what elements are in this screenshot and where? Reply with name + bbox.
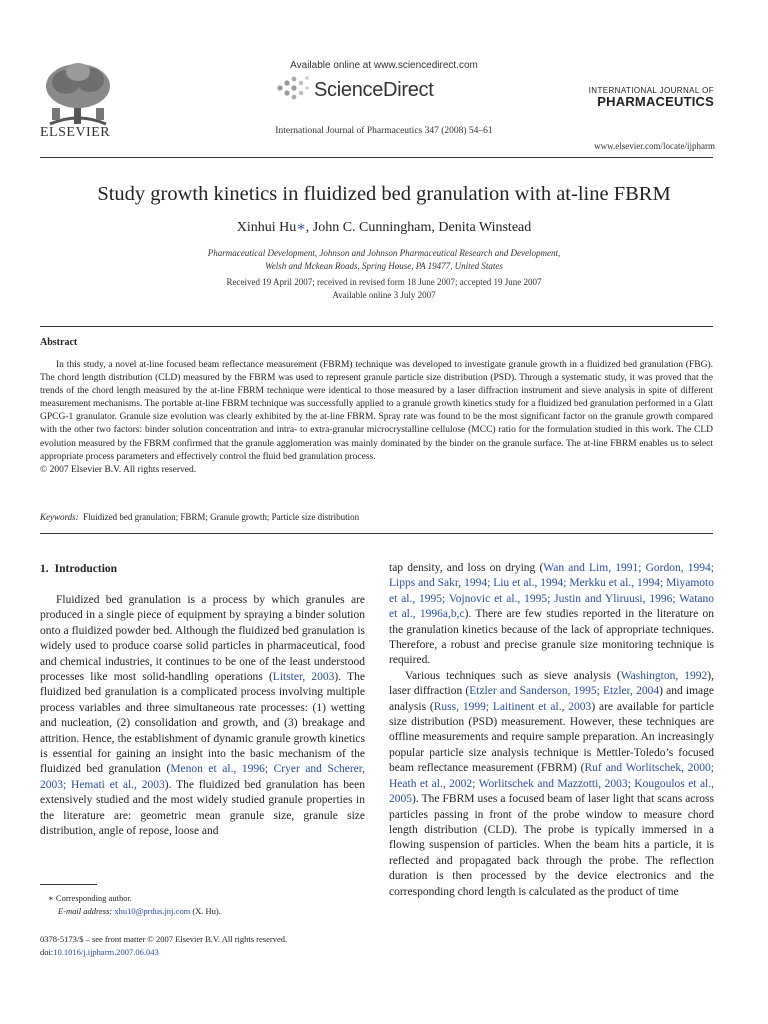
keywords [40, 512, 359, 522]
sciencedirect-dots-icon [272, 74, 312, 104]
footnote-rule [40, 884, 97, 885]
section-title: Introduction [54, 563, 118, 575]
footnote-mark: ∗ [48, 893, 54, 903]
citation-link[interactable]: Menon et al., 1996; Cryer and Scherer, 2003; Hemati et al., 2003 [40, 763, 365, 791]
left-column [40, 593, 365, 840]
text-run: ) and image analysis ( [389, 685, 714, 713]
keywords-label: Keywords: [40, 512, 79, 522]
header-rule [40, 157, 713, 158]
citation-link[interactable]: Ruf and Worlitschek, 2000; Heath et al., 2002; Worlitschek and Mazzotti, 2003; Kougoulos et al., 2005 [389, 762, 714, 806]
email-suffix: (X. Hu). [190, 906, 221, 916]
doi-label: doi: [40, 947, 54, 957]
doi-line [40, 947, 159, 957]
paragraph [389, 561, 714, 669]
affiliation-line: Pharmaceutical Development, Johnson and Johnson Pharmaceutical Research and Development, [207, 248, 561, 258]
citation-link[interactable]: Etzler and Sanderson, 1995; Etzler, 2004 [469, 685, 660, 698]
text-run: ). The FBRM uses a focused beam of laser light that scans across particles passing in front of the probe window to measure chord length distribution (CLD). The probe is typically immersed in a flowing suspension of particles. When the beam hits a particle, it is reflected and propagated back through the probe. The reflection duration is then processed by the device electronics and the corresponding chord length is calculated as the product of time [389, 793, 714, 898]
sciencedirect-name: ScienceDirect [314, 79, 434, 101]
text-run: Various techniques such as sieve analysis ( [405, 669, 621, 682]
paragraph [389, 669, 714, 900]
citation-link[interactable]: Wan and Lim, 1991; Gordon, 1994; Lipps and Sakr, 1994; Liu et al., 1994; Merkku et al., 1994; Miyamoto et al., 1995; Vojnovic et al., 1995; Justin and Yliruusi, 1996; Watano et al., 1996a,b,c [389, 562, 714, 621]
citation-link[interactable]: Washington, 1992 [620, 669, 708, 682]
author-list [0, 219, 768, 236]
abstract-bottom-rule [40, 533, 713, 534]
journal-url[interactable]: www.elsevier.com/locate/ijpharm [594, 141, 715, 151]
text-run: ) are available for particle size distribution (PSD) measurement. However, these techniques are offline measurements and require sample preparation. An increasingly popular particle size analysis technique is Mettler-Toledo’s focused beam reflectance measurement (FBRM) ( [389, 700, 714, 775]
abstract-body [40, 359, 713, 477]
abstract-heading: Abstract [40, 337, 78, 348]
sciencedirect-logo[interactable] [272, 74, 472, 104]
doi-link[interactable]: 10.1016/j.ijpharm.2007.06.043 [53, 947, 159, 957]
corresponding-author-note [48, 893, 132, 904]
available-online-text[interactable]: Available online at www.sciencedirect.com [290, 60, 478, 71]
footnote-text: Corresponding author. [55, 893, 132, 903]
text-run: tap density, and loss on drying ( [389, 562, 544, 574]
affiliation-line: Welsh and Mckean Roads, Spring House, PA 19477, United States [265, 261, 503, 271]
author-name: Xinhui Hu [236, 220, 297, 235]
keywords-list: Fluidized bed granulation; FBRM; Granule growth; Particle size distribution [83, 512, 360, 522]
citation-link[interactable]: Russ, 1999; Laitinent et al., 2003 [433, 700, 592, 713]
text-run: ). There are few studies reported in the literature on the granulation kinetics because of the lack of appropriate techniques. Therefore, a robust and precise granule size monitoring technique is required. [389, 608, 714, 667]
corresponding-author-mark[interactable]: ∗ [296, 220, 306, 235]
abstract-copyright: © 2007 Elsevier B.V. All rights reserved. [40, 464, 197, 475]
section-heading [40, 563, 117, 575]
abstract-text: In this study, a novel at-line focused beam reflectance measurement (FBRM) technique was developed to investigate granule growth in a fluidized bed granulation (FBG). The chord length distribution (CLD) measured by the FBRM was used to represent granule particle size distribution (PSD). Through a systematic study, it was proved that the trends of the chord length measured by the at-line FBRM technique were identical to those measured by a laser diffraction instrument and sieve analysis in spite of different measurement mechanisms. The portable at-line FBRM technique was successfully applied to a granule growth kinetics study for a fluidized bed granulation performed in a Glatt GPCG-1 granulator. Granule size evolution was clearly exhibited by the at-line FBRM. Spray rate was found to be the most significant factor on the granule growth compared with the other two factors: binder solution concentration and intra- to extra-granular microcrystalline cellulose (MCC) ratio for the formulation studied in this work. The CLD evolution measured by the FBRM confirmed that the granule agglomeration was mainly dominated by the binder on the granule surface. The at-line FBRM enables us to select appropriate process parameters and effectively control the fluid bed granulation process. [40, 360, 713, 462]
text-run: ), laser diffraction ( [389, 669, 715, 698]
text-run: ). The fluidized bed granulation is a complicated process involving multiple process variables and three simultaneous rate processes: (1) wetting and nucleation, (2) consolidation and growth, and (3) breakage and attrition. Hence, the establishment of dynamic granule growth kinetics is essential for gaining an insight into the basic mechanism of the fluidized bed granulation ( [40, 671, 365, 776]
publisher-name: ELSEVIER [40, 125, 111, 140]
journal-logo-line2: PHARMACEUTICS [597, 94, 714, 109]
journal-citation: International Journal of Pharmaceutics 347 (2008) 54–61 [275, 126, 493, 136]
abstract-top-rule [40, 326, 713, 327]
email-note [58, 906, 221, 916]
section-number: 1. [40, 563, 49, 575]
front-matter-line: 0378-5173/$ – see front matter © 2007 Elsevier B.V. All rights reserved. [40, 934, 288, 944]
text-run: ). The fluidized bed granulation has been extensively studied and the most widely studied granule properties in the literature are: geometric mean granule size, granule size distribution, angle of repose, loose and [40, 778, 365, 838]
paper-title: Study growth kinetics in fluidized bed granulation with at-line FBRM [97, 183, 671, 205]
email-link[interactable]: xhu10@prdus.jnj.com [114, 906, 191, 916]
article-dates: Available online 3 July 2007 [332, 290, 436, 300]
email-label: E-mail address: [58, 906, 113, 916]
citation-link[interactable]: Litster, 2003 [272, 671, 335, 684]
text-run: Fluidized bed granulation is a process by which granules are produced in a single piece of equipment by spraying a binder solution onto a fluidized powder bed. Although the fluidized bed granulation is widely used to produce coarse solid particles in pharmaceutical, food and chemical industries, it continues to be one of the least understood processes like most solid-handling operations ( [40, 594, 365, 684]
author-name: , John C. Cunningham, Denita Winstead [305, 220, 532, 235]
paragraph [40, 593, 365, 840]
journal-logo-line1: INTERNATIONAL JOURNAL OF [588, 86, 714, 95]
article-dates: Received 19 April 2007; received in revised form 18 June 2007; accepted 19 June 2007 [226, 277, 542, 287]
right-column [389, 561, 714, 900]
